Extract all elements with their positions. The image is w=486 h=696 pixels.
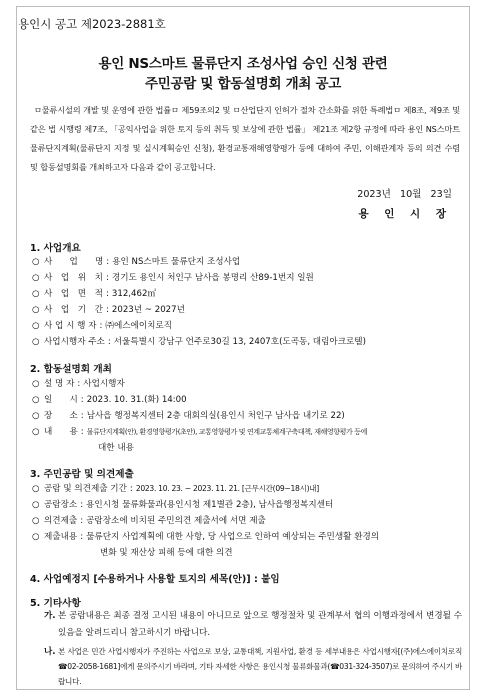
bullet-icon: ○ <box>32 289 40 299</box>
bullet-icon: ○ <box>32 427 40 437</box>
section-1-heading: 1. 사업개요 <box>30 243 81 254</box>
date-year: 2023년 <box>357 189 391 200</box>
item-marker: 나. <box>44 647 56 657</box>
date-month: 10월 <box>399 189 422 200</box>
bullet-icon: ○ <box>32 257 40 267</box>
notice-date <box>351 186 452 200</box>
row-label: 사 업 위 치 <box>44 273 103 283</box>
row-value: 공람장소에 비치된 주민의견 제출서에 서면 제출 <box>86 516 266 526</box>
row-label: 사 업 명 <box>44 257 104 267</box>
row-value: 남사읍 행정복지센터 2층 대회의실(용인시 처인구 남사읍 내기로 22) <box>86 411 345 421</box>
bullet-icon: ○ <box>32 305 40 315</box>
row-value: 사업시행자 <box>83 379 125 389</box>
sec2-row: ○ 내 용 : 물류단지계획(안), 환경영향평가(초안), 교통영향평가 및 연계교통체계구축대책, 재해영향평가 등에 <box>32 427 367 437</box>
sec3-row: ○ 공람장소 : 용인시청 물류화물과(용인시청 제1별관 2층), 남사읍행정복지센터 <box>32 500 334 510</box>
bullet-icon: ○ <box>32 321 40 331</box>
row-label: 일 시 <box>44 395 78 405</box>
item-text: 본 공람내용은 최종 결정 고시된 내용이 아니므로 앞으로 행정절차 및 관계부서 협의 이행과정에서 변경될 수 있음을 알려드리니 참고하시기 바랍니다. <box>58 611 462 638</box>
row-label: 사 업 기 간 <box>44 305 103 315</box>
sec1-row: ○ 사 업 면 적 : 312,462㎡ <box>32 289 157 299</box>
sec2-row: ○ 설 명 자 : 사업시행자 <box>32 379 125 389</box>
row-label: 내 용 <box>44 427 78 437</box>
sec1-row: ○ 사 업 시 행 자 : ㈜에스에이치로직 <box>32 321 173 331</box>
bullet-icon: ○ <box>32 411 40 421</box>
row-label: 공람장소 <box>44 500 78 510</box>
title-line-1: 용인 NS스마트 물류단지 조성사업 승인 신청 관련 <box>98 56 388 72</box>
bullet-icon: ○ <box>32 516 40 526</box>
bullet-icon: ○ <box>32 395 40 405</box>
etc-item <box>44 608 462 642</box>
row-value: 용인 NS스마트 물류단지 조성사업 <box>112 257 241 267</box>
row-value: ㈜에스에이치로직 <box>105 321 173 331</box>
bullet-icon: ○ <box>32 379 40 389</box>
row-label: 의견제출 <box>44 516 78 526</box>
row-value: 물류단지 사업계획에 대한 사항, 당 사업으로 인하여 예상되는 주민생활 환경의 <box>86 532 380 542</box>
section-2-heading: 2. 합동설명회 개최 <box>30 364 112 375</box>
sec1-row: ○ 사 업 명 : 용인 NS스마트 물류단지 조성사업 <box>32 257 241 267</box>
signer: 용 인 시 장 <box>358 208 452 220</box>
row-label: 사업시행자 주소 <box>44 337 105 347</box>
bullet-icon: ○ <box>32 484 40 494</box>
row-label: 사 업 시 행 자 <box>44 321 97 331</box>
intro-paragraph <box>30 101 460 177</box>
bullet-icon: ○ <box>32 500 40 510</box>
section-5-heading: 5. 기타사항 <box>30 598 81 609</box>
notice-number: 용인시 공고 제2023-2881호 <box>18 17 166 31</box>
sec3-content-continuation: 변화 및 재산상 피해 등에 대한 의견 <box>100 548 233 558</box>
sec1-row: ○ 사 업 기 간 : 2023년 ~ 2027년 <box>32 305 185 315</box>
sec3-row: ○ 의견제출 : 공람장소에 비치된 주민의견 제출서에 서면 제출 <box>32 516 266 526</box>
row-value: 물류단지계획(안), 환경영향평가(초안), 교통영향평가 및 연계교통체계구축대책, 재해영향평가 등에 <box>86 428 367 436</box>
row-label: 제출내용 <box>44 532 78 542</box>
sec2-row: ○ 장 소 : 남사읍 행정복지센터 2층 대회의실(용인시 처인구 남사읍 내기로 22) <box>32 411 345 421</box>
row-value: 2023년 ~ 2027년 <box>111 305 185 315</box>
item-text: 본 사업은 민간 사업시행자가 주진하는 사업으로 보상, 교통대책, 지원사업, 환경 등 세부내용은 사업시행자[(주)에스에이치로직 ☎02-2058-1681]에게 문의주시기 바라며, 기타 자세한 사항은 용인시청 물류화물과(☎031-324-3507)로 문의하여 주시기 바랍니다. <box>58 647 462 686</box>
section-4-heading: 4. 사업예정지 [수용하거나 사용할 토지의 세목(안)] : 붙임 <box>30 574 280 585</box>
row-label: 장 소 <box>44 411 78 421</box>
row-value: 용인시청 물류화물과(용인시청 제1별관 2층), 남사읍행정복지센터 <box>86 500 334 510</box>
row-value: 경기도 용인시 처인구 남사읍 봉명리 산89-1번지 일원 <box>111 273 314 283</box>
bullet-icon: ○ <box>32 532 40 542</box>
sec3-row: ○ 공람 및 의견제출 기간 : 2023. 10. 23. ~ 2023. 11. 21. [근무시간(09~18시)내] <box>32 484 319 494</box>
row-label: 공람 및 의견제출 기간 <box>44 484 127 494</box>
item-marker: 가. <box>44 611 56 621</box>
row-value: 서울특별시 강남구 언주로30길 13, 2407호(도곡동, 대림아크로텔) <box>113 337 366 347</box>
intro-text: ㅁ물류시설의 개발 및 운영에 관한 법률ㅁ 제59조의2 및 ㅁ산업단지 인허가 절차 간소화를 위한 특례법ㅁ 제8조, 제9조 및 같은 법 시행령 제7조, 「공익사업을 위한 토지 등의 취득 및 보상에 관한 법률」 제21조 제2항 규정에 따라 용인 NS스마트 물류단지계획(물류단지 지정 및 실시계획승인 신청), 환경교통재해영향평가 등에 대하여 주민, 이해관계자 등의 의견 수렴 및 합동설명회를 개최하고자 다음과 같이 공고합니다. <box>30 105 460 172</box>
bullet-icon: ○ <box>32 273 40 283</box>
sec3-row: ○ 제출내용 : 물류단지 사업계획에 대한 사항, 당 사업으로 인하여 예상되는 주민생활 환경의 <box>32 532 380 542</box>
etc-item <box>44 644 462 689</box>
sec1-row: ○ 사업시행자 주소 : 서울특별시 강남구 언주로30길 13, 2407호(도곡동, 대림아크로텔) <box>32 337 366 347</box>
sec2-row: ○ 일 시 : 2023. 10. 31.(화) 14:00 <box>32 395 187 405</box>
row-value: 2023. 10. 23. ~ 2023. 11. 21. [근무시간(09~18시)내] <box>135 484 319 493</box>
row-value: 312,462㎡ <box>111 289 157 299</box>
row-label: 사 업 면 적 <box>44 289 103 299</box>
sec1-row: ○ 사 업 위 치 : 경기도 용인시 처인구 남사읍 봉명리 산89-1번지 일원 <box>32 273 314 283</box>
sec2-content-continuation: 대한 내용 <box>98 443 134 453</box>
title-line-2: 주민공람 및 합동설명회 개최 공고 <box>145 76 341 92</box>
section-3-heading: 3. 주민공람 및 의견제출 <box>30 469 134 480</box>
row-value: 2023. 10. 31.(화) 14:00 <box>86 395 187 405</box>
date-day: 23일 <box>430 189 452 200</box>
bullet-icon: ○ <box>32 337 40 347</box>
row-label: 설 명 자 <box>44 379 75 389</box>
